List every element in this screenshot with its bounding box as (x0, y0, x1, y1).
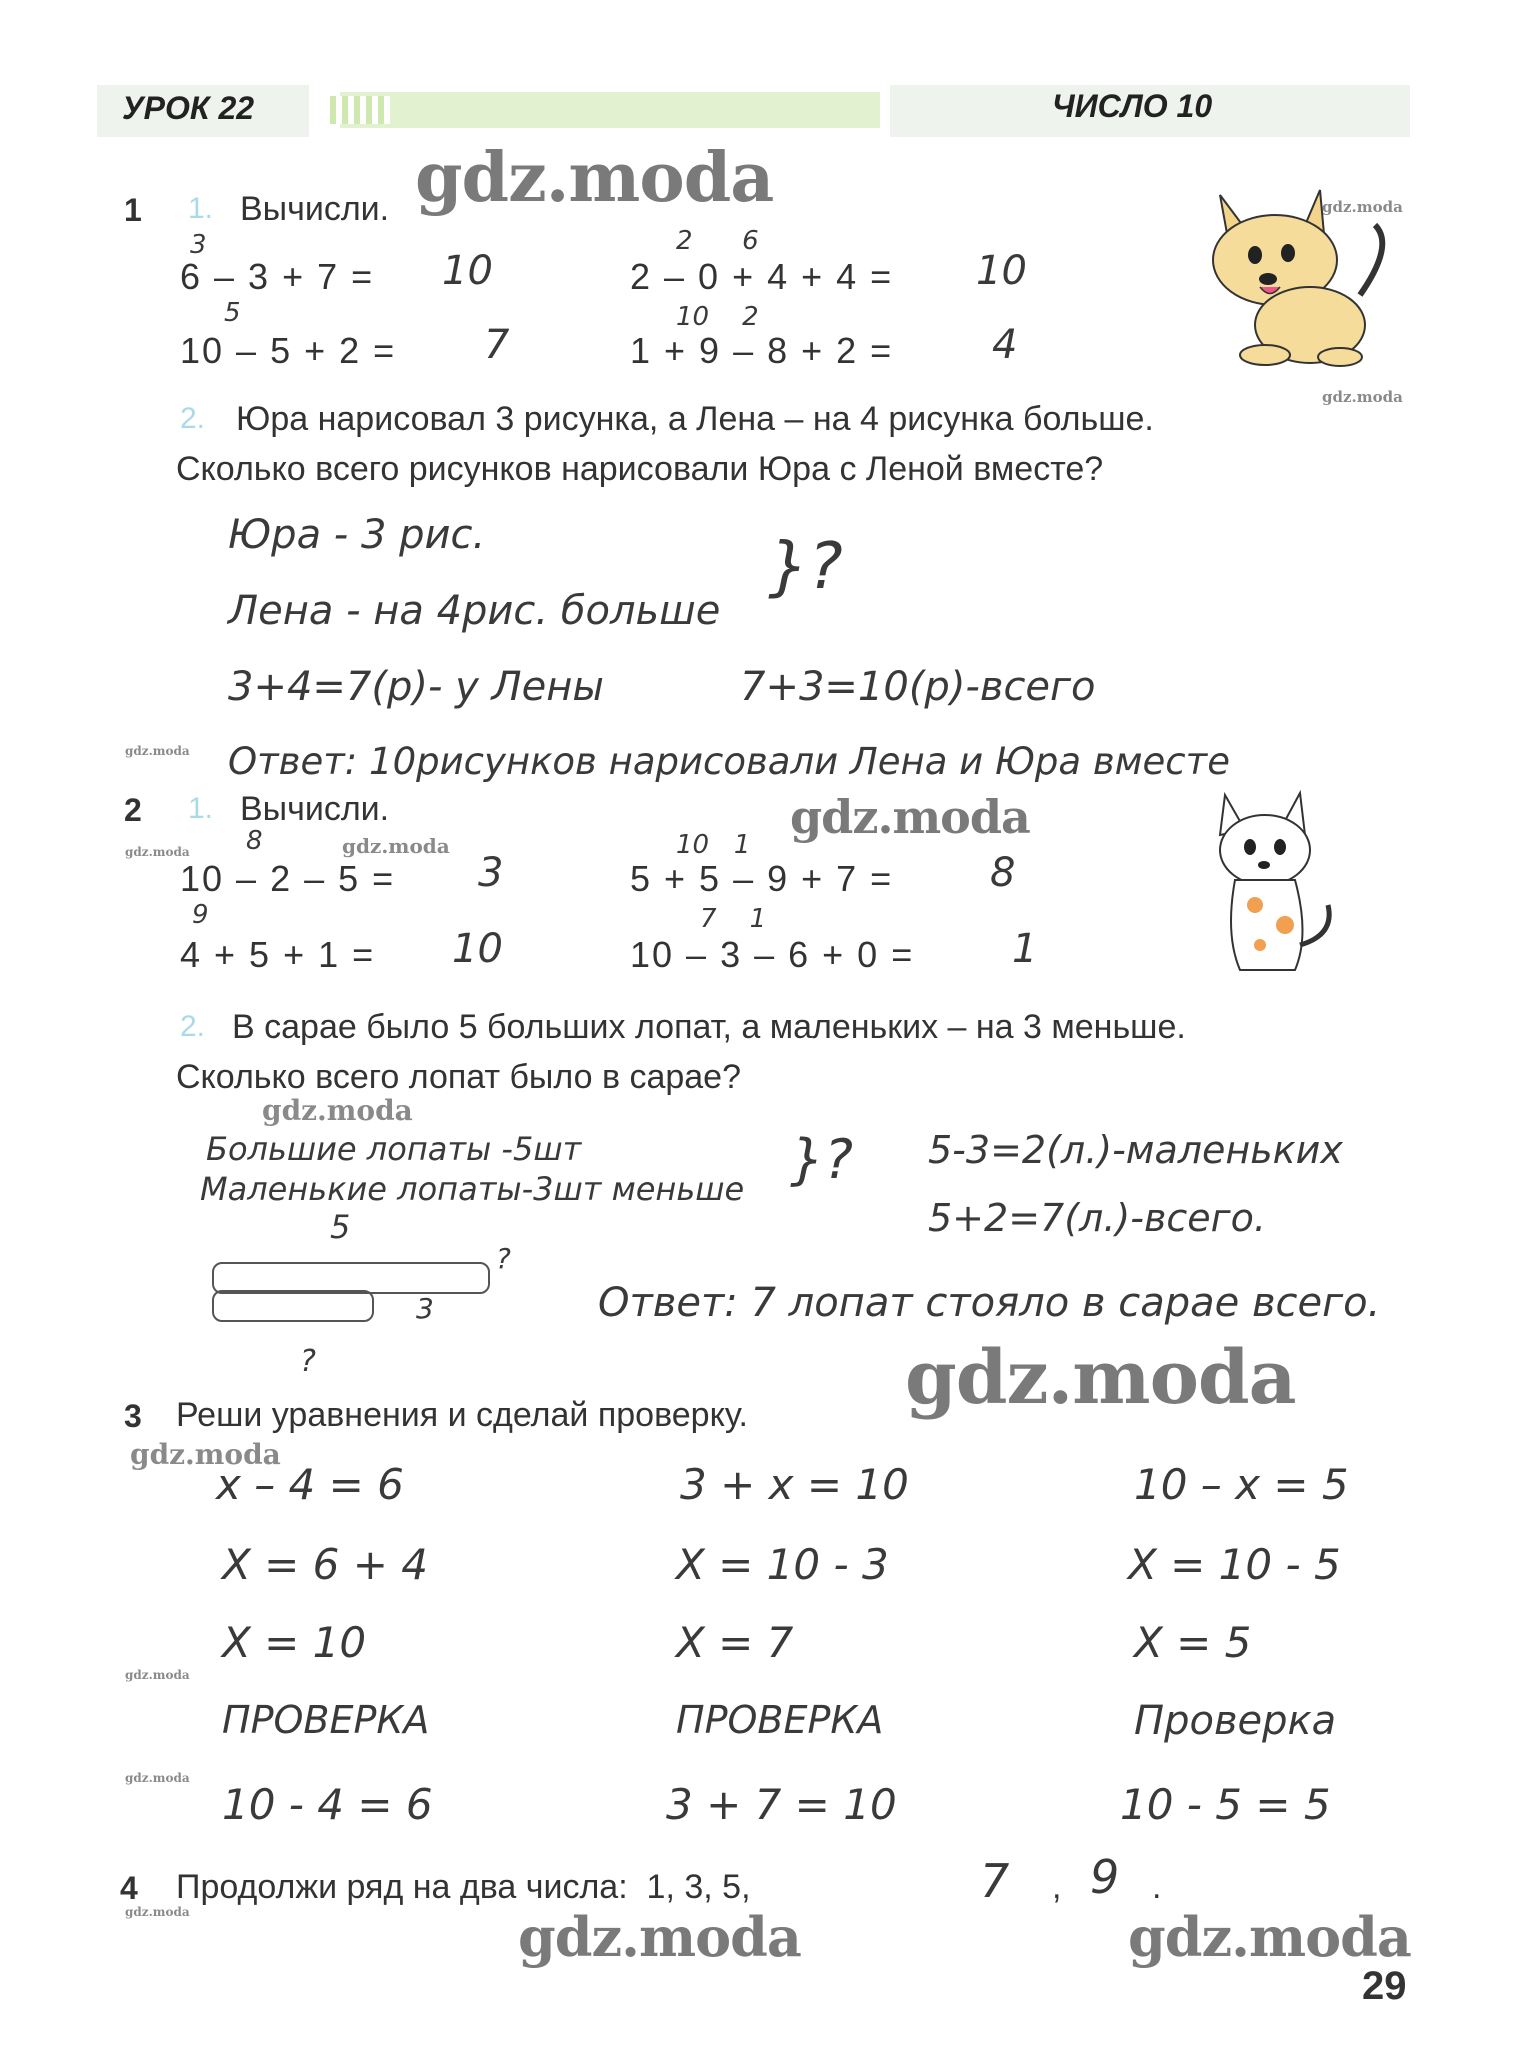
subtask-number: 1. (188, 192, 214, 225)
task-number: 1 (124, 192, 142, 228)
equation-step: X = 7 (676, 1618, 794, 1667)
answer: 10 (452, 926, 503, 972)
check-equation: 10 - 4 = 6 (222, 1780, 433, 1829)
watermark: gdz.moda (125, 744, 190, 758)
subtask-number: 2. (180, 1010, 206, 1043)
answer: 7 (980, 1854, 1010, 1908)
equation: 3 + x = 10 (680, 1460, 909, 1509)
answer: 7 (484, 322, 510, 368)
equation: x – 4 = 6 (216, 1460, 404, 1509)
watermark: gdz.moda (125, 845, 190, 859)
scheme-small-segment (212, 1290, 374, 1322)
equation: 10 – x = 5 (1134, 1460, 1349, 1509)
header-green-bar (340, 92, 880, 128)
handwritten-line: 3+4=7(р)- у Лены (228, 664, 604, 710)
subtask-number: 2. (180, 402, 206, 435)
equation-step: X = 10 (222, 1618, 367, 1667)
watermark: gdz.moda (790, 790, 1030, 844)
scheme-label: ? (496, 1242, 511, 1275)
problem-text: В сарае было 5 больших лопат, а маленьких – на 3 меньше. (232, 1008, 1186, 1046)
expression: 10 – 5 + 2 = (180, 330, 397, 371)
problem-text: Юра нарисовал 3 рисунка, а Лена – на 4 рисунка больше. (236, 400, 1154, 438)
expression: 4 + 5 + 1 = (180, 934, 376, 975)
watermark: gdz.moda (342, 834, 450, 858)
header-stripes (330, 96, 390, 124)
check-label: Проверка (1134, 1698, 1337, 1744)
watermark: gdz.moda (1322, 198, 1403, 216)
hint-number: 2 6 (676, 226, 759, 256)
task-prompt: Вычисли. (240, 190, 390, 228)
task-number: 2 (124, 792, 142, 828)
hint-number: 9 (192, 900, 209, 930)
problem-text: Сколько всего лопат было в сарае? (176, 1058, 742, 1096)
handwritten-line: 5+2=7(л.)-всего. (928, 1196, 1266, 1240)
expression: 6 – 3 + 7 = (180, 256, 375, 297)
answer: 10 (976, 248, 1027, 294)
watermark: gdz.moda (125, 1905, 190, 1919)
watermark: gdz.moda (262, 1094, 413, 1127)
watermark: gdz.moda (125, 1668, 190, 1682)
equation-step: X = 10 - 5 (1128, 1540, 1341, 1589)
topic-title: ЧИСЛО 10 (1052, 88, 1213, 124)
equation-step: X = 5 (1134, 1618, 1252, 1667)
end-mark: . (1152, 1868, 1162, 1906)
equation-step: X = 10 - 3 (676, 1540, 889, 1589)
check-equation: 3 + 7 = 10 (666, 1780, 897, 1829)
answer: 4 (992, 322, 1018, 368)
task-number: 3 (124, 1398, 142, 1434)
brace-question: }? (768, 530, 843, 604)
answer-line: Ответ: 7 лопат стояло в сарае всего. (598, 1280, 1381, 1326)
watermark: gdz.moda (518, 1905, 801, 1969)
task-prompt: Вычисли. (240, 790, 390, 828)
check-label: ПРОВЕРКА (222, 1698, 430, 1742)
hint-number: 10 1 (676, 830, 751, 860)
watermark: gdz.moda (415, 138, 774, 218)
answer: 10 (442, 248, 493, 294)
hint-number: 10 2 (676, 302, 759, 332)
check-equation: 10 - 5 = 5 (1120, 1780, 1331, 1829)
handwritten-line: 5-3=2(л.)-маленьких (928, 1128, 1343, 1172)
subtask-number: 1. (188, 792, 214, 825)
equation-step: X = 6 + 4 (222, 1540, 429, 1589)
lesson-title: УРОК 22 (122, 90, 255, 126)
expression: 2 – 0 + 4 + 4 = (630, 256, 894, 297)
answer: 8 (990, 850, 1016, 896)
scheme-label: ? (300, 1344, 316, 1379)
task-prompt: Продолжи ряд на два числа: 1, 3, 5, (176, 1868, 751, 1906)
separator: , (1052, 1868, 1062, 1906)
handwritten-line: Маленькие лопаты-3шт меньше (200, 1170, 745, 1208)
watermark: gdz.moda (1128, 1905, 1411, 1969)
hint-number: 8 (246, 826, 263, 856)
handwritten-line: 7+3=10(р)-всего (740, 664, 1096, 710)
hint-number: 3 (190, 230, 207, 260)
answer: 1 (1012, 926, 1038, 972)
watermark: gdz.moda (905, 1335, 1296, 1421)
watermark: gdz.moda (125, 1771, 190, 1785)
answer-line: Ответ: 10рисунков нарисовали Лена и Юра вместе (228, 740, 1230, 783)
problem-text: Сколько всего рисунков нарисовали Юра с Леной вместе? (176, 450, 1104, 488)
watermark: gdz.moda (130, 1438, 281, 1471)
dog-illustration (1160, 175, 1410, 375)
watermark: gdz.moda (1322, 388, 1403, 406)
task-prompt: Реши уравнения и сделай проверку. (176, 1396, 748, 1434)
brace-question: }? (790, 1128, 854, 1191)
handwritten-line: Лена - на 4рис. больше (228, 588, 721, 634)
expression: 1 + 9 – 8 + 2 = (630, 330, 894, 371)
scheme-label: 5 (330, 1208, 351, 1246)
scheme-label: 3 (416, 1292, 434, 1325)
check-label: ПРОВЕРКА (676, 1698, 884, 1742)
answer: 9 (1090, 1850, 1120, 1904)
expression: 10 – 3 – 6 + 0 = (630, 934, 915, 975)
kitten-illustration (1200, 785, 1340, 985)
hint-number: 5 (224, 298, 241, 328)
hint-number: 7 1 (700, 904, 767, 934)
handwritten-line: Большие лопаты -5шт (206, 1130, 582, 1168)
answer: 3 (478, 850, 504, 896)
expression: 5 + 5 – 9 + 7 = (630, 858, 894, 899)
expression: 10 – 2 – 5 = (180, 858, 396, 899)
task-number: 4 (120, 1870, 138, 1906)
handwritten-line: Юра - 3 рис. (228, 512, 486, 558)
page-number: 29 (1362, 1964, 1407, 2008)
